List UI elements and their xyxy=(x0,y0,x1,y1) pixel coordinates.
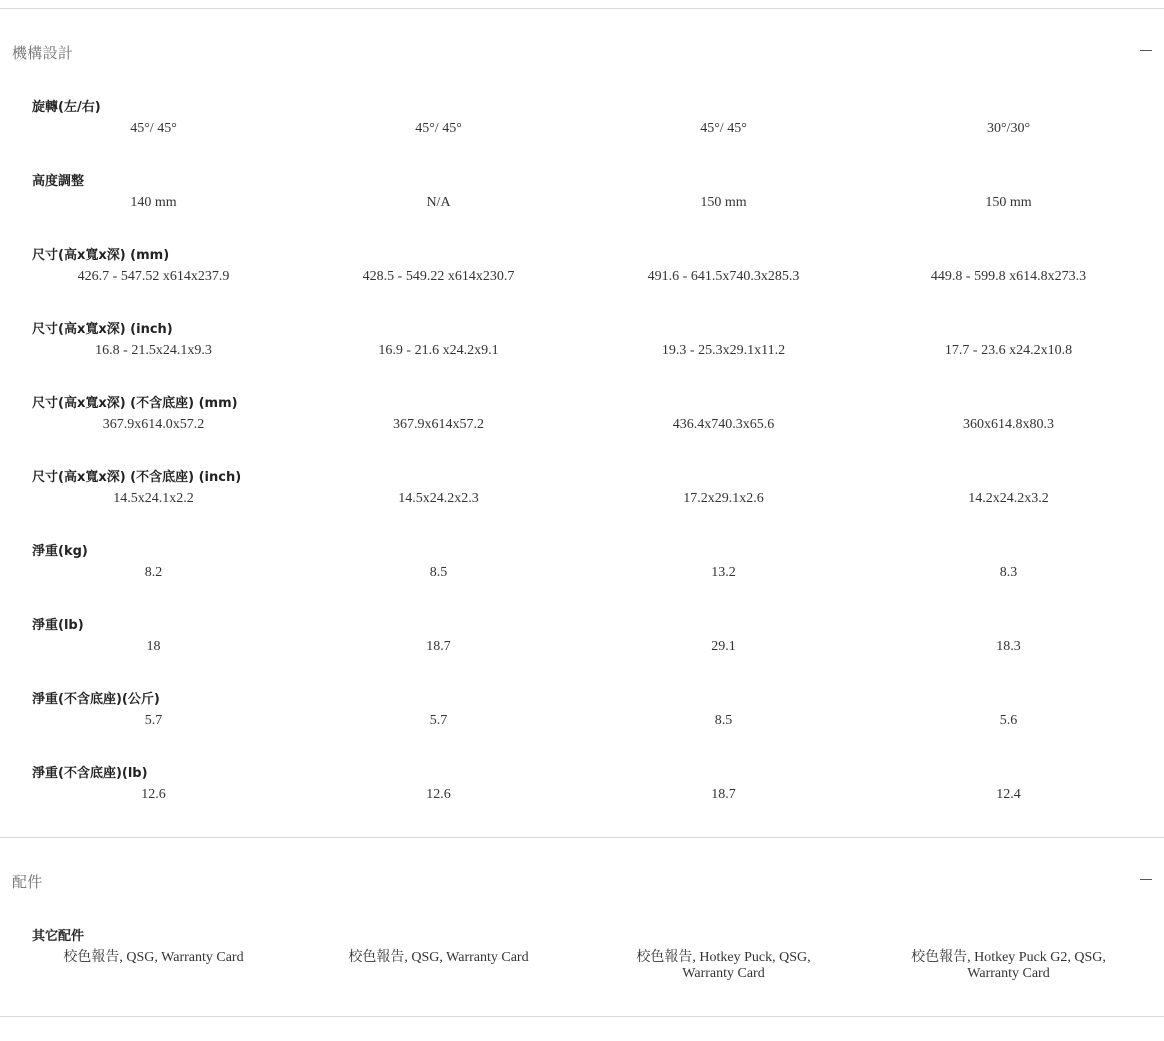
spec-value: 140 mm xyxy=(130,195,177,210)
spec-label: 其它配件 xyxy=(32,929,85,944)
spec-value: 12.6 xyxy=(141,787,166,802)
spec-value: 8.2 xyxy=(144,565,163,580)
spec-value: 8.5 xyxy=(714,713,733,728)
spec-label: 尺寸(高x寬x深) (不含底座) (mm) xyxy=(32,396,238,411)
spec-values xyxy=(11,417,1151,433)
spec-label: 淨重(lb) xyxy=(32,618,84,633)
collapse-minus-icon[interactable] xyxy=(1140,50,1152,51)
spec-value: 14.5x24.1x2.2 xyxy=(113,491,194,506)
spec-values xyxy=(11,269,1151,285)
spec-value: 45°/ 45° xyxy=(700,121,747,136)
spec-values xyxy=(11,343,1151,359)
spec-value: 8.5 xyxy=(429,565,448,580)
spec-label: 旋轉(左/右) xyxy=(32,100,101,115)
spec-values xyxy=(11,950,1151,982)
section-header-accessories[interactable] xyxy=(0,866,1164,896)
spec-value: 45°/ 45° xyxy=(130,121,177,136)
spec-value: 校色報告, Hotkey Puck G2, QSG, Warranty Card xyxy=(911,950,1106,981)
spec-label: 淨重(kg) xyxy=(32,544,88,559)
spec-value: 150 mm xyxy=(700,195,747,210)
spec-value: 5.7 xyxy=(144,713,163,728)
spec-value: N/A xyxy=(426,195,451,210)
spec-values xyxy=(11,565,1151,581)
spec-value: 8.3 xyxy=(999,565,1018,580)
spec-value: 45°/ 45° xyxy=(415,121,462,136)
spec-value: 16.8 - 21.5x24.1x9.3 xyxy=(95,343,212,358)
spec-value: 29.1 xyxy=(711,639,736,654)
spec-value: 436.4x740.3x65.6 xyxy=(672,417,775,432)
spec-value: 校色報告, QSG, Warranty Card xyxy=(348,950,529,965)
spec-value: 16.9 - 21.6 x24.2x9.1 xyxy=(378,343,499,358)
section-mechanical-design xyxy=(0,37,1164,802)
spec-value: 13.2 xyxy=(711,565,736,580)
spec-value: 491.6 - 641.5x740.3x285.3 xyxy=(647,269,800,284)
spec-value: 14.2x24.2x3.2 xyxy=(968,491,1049,506)
spec-value: 18.3 xyxy=(996,639,1021,654)
spec-values xyxy=(11,121,1151,137)
spec-label: 尺寸(高x寬x深) (mm) xyxy=(32,248,170,263)
spec-values xyxy=(11,491,1151,507)
section-accessories xyxy=(0,866,1164,981)
section-divider xyxy=(0,1016,1164,1017)
spec-value: 18 xyxy=(146,639,161,654)
spec-value: 428.5 - 549.22 x614x230.7 xyxy=(362,269,515,284)
section-divider xyxy=(0,8,1164,9)
spec-value: 14.5x24.2x2.3 xyxy=(398,491,479,506)
spec-value: 校色報告, Hotkey Puck, QSG, Warranty Card xyxy=(636,950,811,981)
spec-values xyxy=(11,639,1151,655)
spec-label: 尺寸(高x寬x深) (不含底座) (inch) xyxy=(32,470,242,485)
spec-label: 高度調整 xyxy=(32,174,85,189)
spec-label: 淨重(不含底座)(公斤) xyxy=(32,692,160,707)
spec-value: 17.7 - 23.6 x24.2x10.8 xyxy=(944,343,1073,358)
spec-value: 426.7 - 547.52 x614x237.9 xyxy=(77,269,230,284)
spec-values xyxy=(11,713,1151,729)
spec-label: 尺寸(高x寬x深) (inch) xyxy=(32,322,173,337)
spec-value: 367.9x614x57.2 xyxy=(393,417,484,432)
section-divider xyxy=(0,837,1164,838)
spec-value: 18.7 xyxy=(426,639,451,654)
spec-values xyxy=(11,787,1151,803)
spec-value: 449.8 - 599.8 x614.8x273.3 xyxy=(930,269,1087,284)
spec-value: 校色報告, QSG, Warranty Card xyxy=(63,950,244,965)
spec-value: 17.2x29.1x2.6 xyxy=(683,491,764,506)
spec-value: 19.3 - 25.3x29.1x11.2 xyxy=(661,343,786,358)
spec-value: 5.7 xyxy=(429,713,448,728)
spec-value: 367.9x614.0x57.2 xyxy=(102,417,205,432)
spec-value: 30°/30° xyxy=(986,121,1031,136)
section-title: 配件 xyxy=(12,872,43,891)
spec-value: 12.4 xyxy=(996,787,1021,802)
spec-values xyxy=(11,195,1151,211)
spec-label: 淨重(不含底座)(lb) xyxy=(32,766,148,781)
section-header-mechanical-design[interactable] xyxy=(0,37,1164,67)
spec-value: 360x614.8x80.3 xyxy=(963,417,1054,432)
section-title: 機構設計 xyxy=(12,43,74,62)
spec-value: 12.6 xyxy=(426,787,451,802)
spec-value: 18.7 xyxy=(711,787,736,802)
spec-value: 150 mm xyxy=(985,195,1032,210)
spec-value: 5.6 xyxy=(999,713,1018,728)
collapse-minus-icon[interactable] xyxy=(1140,879,1152,880)
